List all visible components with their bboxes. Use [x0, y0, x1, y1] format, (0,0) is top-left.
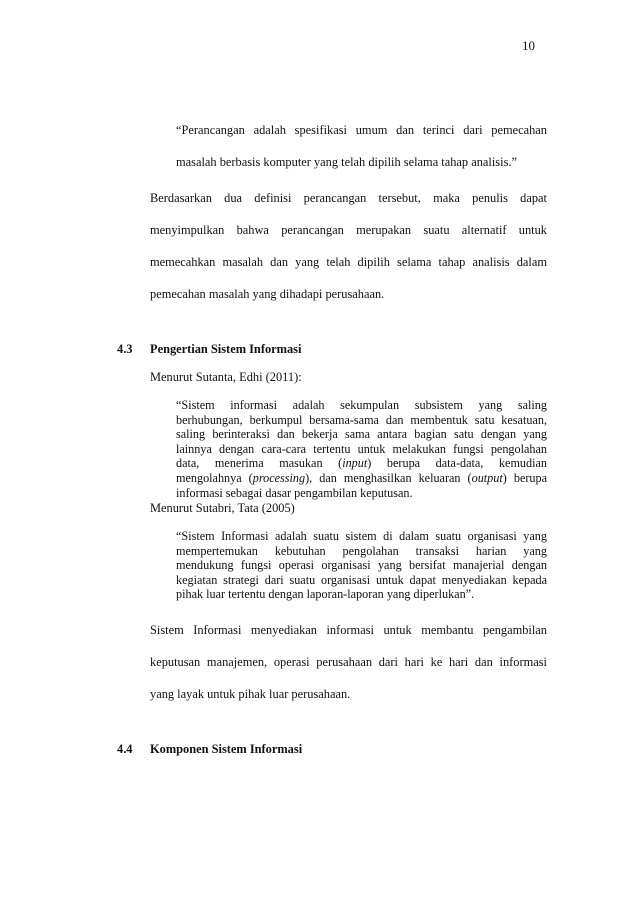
quote-line: informasi sebagai dasar pengambilan keputusan. — [176, 485, 413, 500]
quote-text: ) berupa — [502, 470, 548, 485]
quote-text: data, menerima masukan ( — [176, 456, 343, 471]
paragraph-line: menyimpulkan bahwa perancangan merupakan suatu alternatif untuk — [150, 223, 547, 237]
section-title: Pengertian Sistem Informasi — [150, 342, 302, 356]
quote-text: ) berupa data-data, kemudian — [367, 456, 547, 471]
quote-sutabri — [176, 529, 547, 602]
quote-line: lainnya dengan cara-cara tertentu untuk melakukan fungsi pengolahan — [176, 441, 547, 456]
quote-line — [176, 471, 547, 486]
paragraph-line: pemecahan masalah yang dihadapi perusahaan. — [150, 287, 385, 301]
paragraph-line: Sistem Informasi menyediakan informasi untuk membantu pengambilan — [150, 623, 547, 637]
section-number: 4.3 — [117, 342, 133, 356]
quote-line: “Perancangan adalah spesifikasi umum dan terinci dari pemecahan — [176, 123, 547, 137]
term-input: input — [342, 456, 368, 471]
page-number: 10 — [522, 38, 535, 53]
term-output: output — [471, 470, 503, 485]
section-number: 4.4 — [117, 742, 133, 756]
quote-line: mendukung fungsi operasi organisasi yang bersifat manajerial dengan — [176, 558, 547, 573]
quote-line: mempertemukan kebutuhan pengolahan transaksi harian yang — [176, 543, 547, 558]
section-title: Komponen Sistem Informasi — [150, 742, 303, 756]
paragraph-line: yang layak untuk pihak luar perusahaan. — [150, 687, 351, 701]
quote-line: “Sistem Informasi adalah suatu sistem di dalam suatu organisasi yang — [176, 529, 547, 543]
quote-line: “Sistem informasi adalah sekumpulan subsistem yang saling — [176, 398, 547, 412]
quote-line: masalah berbasis komputer yang telah dipilih selama tahap analisis.” — [176, 155, 517, 169]
quote-line: berhubungan, berkumpul bersama-sama dan membentuk satu kesatuan, — [176, 412, 547, 427]
term-processing: processing — [252, 470, 306, 485]
quote-line: kegiatan strategi dari suatu organisasi untuk dapat menyediakan kepada — [176, 572, 547, 587]
quote-line: saling berinteraksi dan bekerja sama antara bagian satu dengan yang — [176, 427, 547, 442]
quote-sutanta — [176, 398, 547, 500]
citation-sutabri: Menurut Sutabri, Tata (2005) — [150, 501, 295, 515]
quote-line: pihak luar tertentu dengan laporan-laporan yang diperlukan”. — [176, 587, 475, 602]
quote-text: ), dan menghasilkan keluaran ( — [305, 470, 472, 485]
paragraph-line: memecahkan masalah dan yang telah dipilih selama tahap analisis dalam — [150, 255, 547, 269]
quote-line — [176, 456, 547, 471]
paragraph-line: keputusan manajemen, operasi perusahaan dari hari ke hari dan informasi — [150, 655, 547, 669]
citation-sutanta: Menurut Sutanta, Edhi (2011): — [150, 370, 302, 384]
quote-text: mengolahnya ( — [176, 470, 253, 485]
paragraph-line: Berdasarkan dua definisi perancangan tersebut, maka penulis dapat — [150, 191, 547, 205]
